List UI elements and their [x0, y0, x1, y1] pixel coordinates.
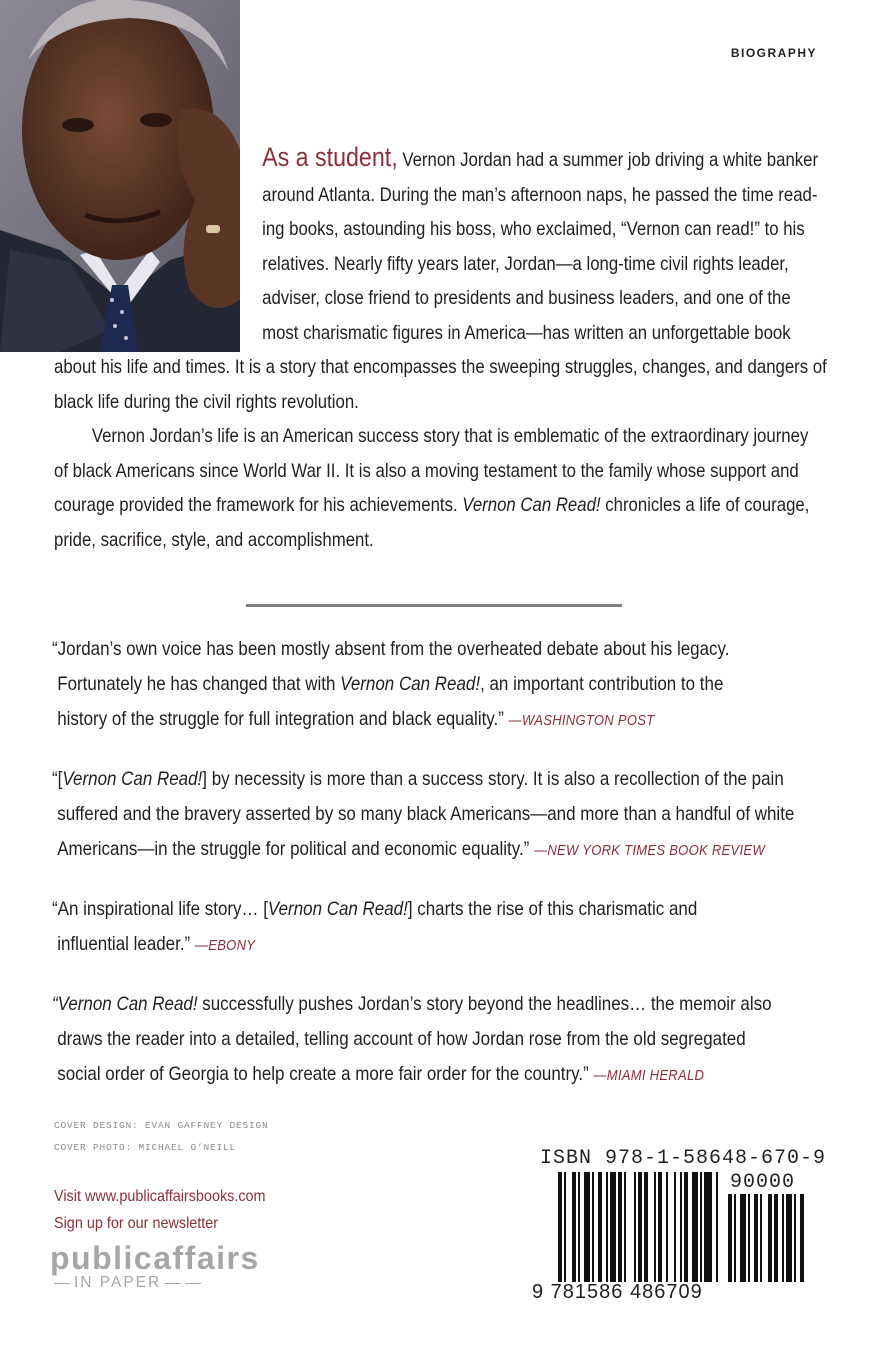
ean-number: 9 781586 486709	[532, 1281, 703, 1303]
addon-barcode-bar	[760, 1194, 762, 1282]
quote-miami-herald: “Vernon Can Read! successfully pushes Jordan’s story beyond the headlines… the memoir also draws the reader into a detailed, telling account of how Jordan rose from the old segregated social order of Georgia to help create a more fair order for the country.” —MIAMI HERALD	[52, 993, 772, 1085]
blurb-line-1: Vernon Jordan had a summer job driving a white banker	[402, 149, 819, 171]
barcode-bar	[692, 1172, 698, 1282]
quote-source: —NEW YORK TIMES BOOK REVIEW	[534, 842, 765, 859]
addon-barcode-bar	[754, 1194, 758, 1282]
quote-washington-post: “Jordan’s own voice has been mostly absent from the overheated debate about his legacy. Fortunately he has changed that with Vernon Can Read!, an important contribution to the history of the struggle for full integration and black equality.” —WASHINGTON POST	[52, 638, 730, 730]
barcode-bar	[634, 1172, 636, 1282]
publisher-links	[54, 1183, 266, 1237]
blurb-line-8: black life during the civil rights revolution.	[54, 390, 359, 413]
barcode-bar	[564, 1172, 566, 1282]
quote-source: —EBONY	[194, 937, 256, 954]
blurb-line-4: relatives. Nearly fifty years later, Jordan—a long-time civil rights leader,	[262, 252, 789, 275]
addon-barcode-bar	[782, 1194, 784, 1282]
barcode-bar	[700, 1172, 702, 1282]
barcode-bar	[572, 1172, 576, 1282]
barcode-bar	[684, 1172, 688, 1282]
cover-photo-credit: COVER PHOTO: MICHAEL O’NEILL	[54, 1142, 237, 1153]
addon-barcode-bar	[728, 1194, 732, 1282]
newsletter-link[interactable]: Sign up for our newsletter	[54, 1215, 219, 1232]
category-label: BIOGRAPHY	[730, 46, 817, 60]
addon-barcode-bar	[786, 1194, 792, 1282]
barcode-bar	[584, 1172, 590, 1282]
website-link[interactable]: Visit www.publicaffairsbooks.com	[54, 1188, 266, 1205]
isbn-label: ISBN 978-1-58648-670-9	[540, 1147, 827, 1170]
cover-design-credit: COVER DESIGN: EVAN GAFFNEY DESIGN	[54, 1120, 269, 1131]
quote-source: —MIAMI HERALD	[593, 1067, 705, 1084]
barcode-bar	[680, 1172, 682, 1282]
blurb-para2-line-1: Vernon Jordan’s life is an American success story that is emblematic of the extraordinary journey	[91, 425, 809, 447]
publisher-logo	[50, 1240, 260, 1292]
quote-ebony: “An inspirational life story… [Vernon Can Read!] charts the rise of this charismatic and influential leader.” —EBONY	[52, 898, 698, 955]
barcode-bar	[610, 1172, 616, 1282]
quote-source: —WASHINGTON POST	[508, 712, 655, 729]
addon-barcode-bar	[768, 1194, 772, 1282]
divider	[246, 604, 622, 607]
addon-barcode-bar	[734, 1194, 736, 1282]
barcode-bar	[674, 1172, 676, 1282]
blurb-para2-line-3: courage provided the framework for his achievements. Vernon Can Read! chronicles a life of courage,	[54, 494, 810, 516]
book-title: Vernon Can Read!	[462, 494, 601, 516]
publisher-imprint: IN PAPER	[50, 1274, 260, 1292]
barcode-bar	[606, 1172, 608, 1282]
addon-barcode-bar	[748, 1194, 750, 1282]
lead-phrase: As a student,	[262, 142, 398, 172]
barcode-bar	[624, 1172, 626, 1282]
barcode-bar	[654, 1172, 656, 1282]
addon-barcode-bar	[800, 1194, 804, 1282]
barcode-bar	[578, 1172, 580, 1282]
blurb-line-2: around Atlanta. During the man’s afternoon naps, he passed the time read-	[262, 183, 818, 206]
book-description	[54, 140, 827, 557]
review-quotes	[52, 632, 795, 1117]
barcode-bar	[666, 1172, 668, 1282]
barcode-bar	[592, 1172, 594, 1282]
cover-credits	[54, 1115, 269, 1159]
barcode-bar	[598, 1172, 602, 1282]
blurb-para2-line-4: pride, sacrifice, style, and accomplishment.	[54, 528, 374, 551]
addon-barcode-bar	[794, 1194, 796, 1282]
addon-barcode-bar	[774, 1194, 778, 1282]
blurb-para2-line-2: of black Americans since World War II. It is also a moving testament to the family whose support and	[54, 459, 799, 482]
blurb-line-5: adviser, close friend to presidents and business leaders, and one of the	[262, 287, 791, 309]
publisher-name: publicaffairs	[50, 1240, 260, 1276]
barcode-bar	[618, 1172, 622, 1282]
barcode-bar	[716, 1172, 718, 1282]
barcode-bar	[644, 1172, 648, 1282]
barcode-bar	[658, 1172, 662, 1282]
barcode-bar	[558, 1172, 562, 1282]
addon-barcode-bar	[740, 1194, 746, 1282]
price-code: 90000	[730, 1171, 796, 1194]
blurb-line-3: ing books, astounding his boss, who exclaimed, “Vernon can read!” to his	[262, 218, 805, 240]
quote-nyt-book-review: “[Vernon Can Read!] by necessity is more than a success story. It is also a recollection of the pain suffered and the bravery asserted by so many black Americans—and more than a handful of white Americans—in the struggle for political and economic equality.” —NEW YORK TIMES BOOK REVIEW	[52, 768, 795, 860]
barcode-bar	[704, 1172, 712, 1282]
barcode-bar	[638, 1172, 642, 1282]
blurb-line-7: about his life and times. It is a story that encompasses the sweeping struggles, changes, and dangers of	[54, 356, 827, 378]
blurb-line-6: most charismatic figures in America—has written an unforgettable book	[262, 321, 791, 344]
